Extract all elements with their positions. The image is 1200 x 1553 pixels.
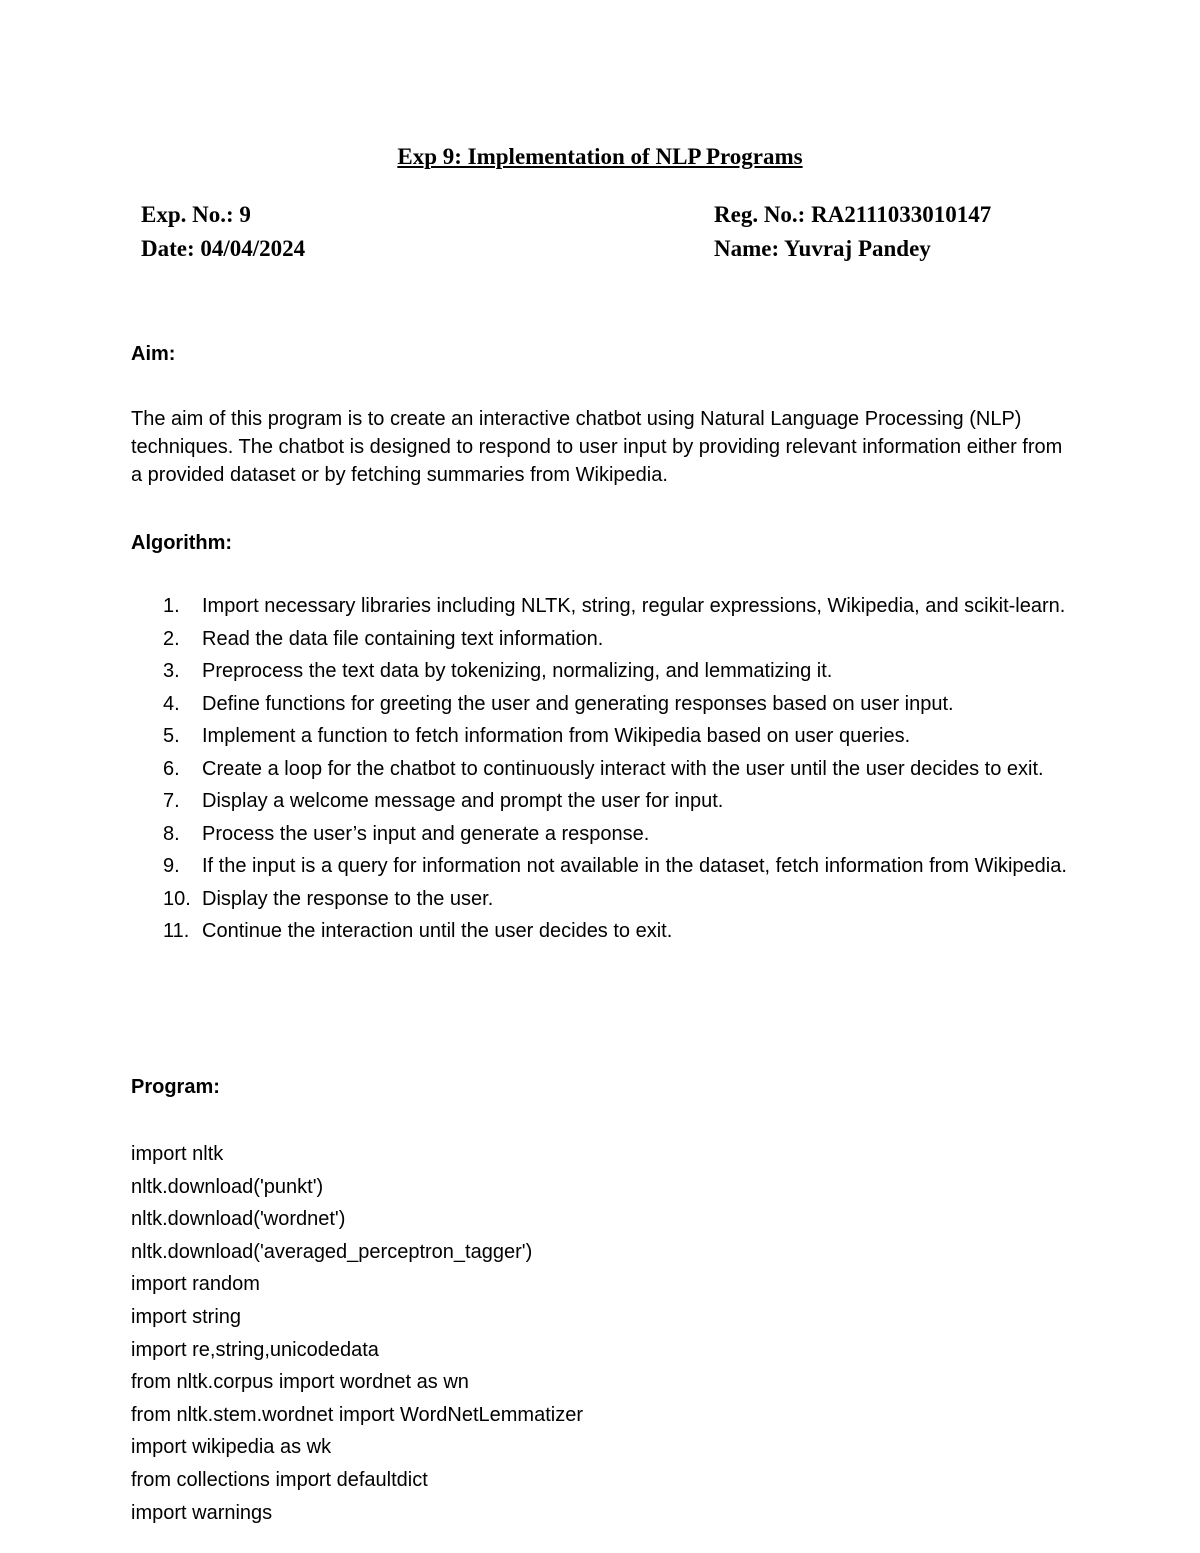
step-text: If the input is a query for information not available in the dataset, fetch information from Wikipedia. [202,855,1067,877]
code-line: import wikipedia as wk [131,1436,332,1459]
algorithm-step [131,690,1071,718]
aim-heading: Aim: [131,343,176,365]
code-line: import string [131,1305,242,1328]
aim-text: The aim of this program is to create an interactive chatbot using Natural Language Processing (NLP) techniques. The chatbot is designed to respond to user input by providing relevant information either from a provided dataset or by fetching summaries from Wikipedia. [131,408,1063,486]
algorithm-steps [131,592,1071,950]
algorithm-step [131,722,1071,750]
program-code [131,1138,583,1529]
step-number: 11. [163,920,190,942]
algorithm-step [131,917,1071,945]
step-text: Implement a function to fetch information from Wikipedia based on user queries. [202,725,911,747]
step-number: 1. [163,595,180,617]
step-text: Display the response to the user. [202,887,494,910]
algorithm-step [131,755,1071,783]
code-line: nltk.download('punkt') [131,1175,324,1198]
step-number: 5. [163,725,180,747]
exp-number: Exp. No.: 9 [141,202,251,227]
step-number: 6. [163,757,180,780]
student-name: Name: Yuvraj Pandey [714,236,931,261]
algorithm-heading: Algorithm: [131,532,233,554]
step-text: Display a welcome message and prompt the user for input. [202,790,724,812]
date: Date: 04/04/2024 [141,236,306,261]
algorithm-step [131,820,1071,848]
step-number: 7. [163,790,180,812]
step-number: 9. [163,855,180,877]
step-text: Define functions for greeting the user and generating responses based on user input. [202,692,954,715]
algorithm-step [131,885,1071,913]
meta-left [141,201,305,269]
step-text: Import necessary libraries including NLTK, string, regular expressions, Wikipedia, and scikit-learn. [202,595,1066,617]
algorithm-step [131,787,1071,815]
code-line: nltk.download('averaged_perceptron_tagger') [131,1240,533,1263]
page-title: Exp 9: Implementation of NLP Programs [397,144,803,169]
step-text: Preprocess the text data by tokenizing, normalizing, and lemmatizing it. [202,660,833,682]
step-text: Read the data file containing text information. [202,627,604,650]
program-heading: Program: [131,1076,220,1098]
meta-right [714,201,991,269]
code-line: import re,string,unicodedata [131,1338,379,1361]
code-line: import random [131,1273,260,1296]
code-line: from nltk.corpus import wordnet as wn [131,1371,469,1394]
algorithm-step [131,625,1071,653]
step-text: Create a loop for the chatbot to continuously interact with the user until the user decides to exit. [202,757,1044,780]
code-line: from nltk.stem.wordnet import WordNetLemmatizer [131,1403,583,1426]
algorithm-step [131,592,1071,620]
step-number: 8. [163,822,180,845]
step-number: 2. [163,627,180,650]
step-text: Process the user’s input and generate a response. [202,822,650,845]
code-line: nltk.download('wordnet') [131,1208,346,1231]
step-number: 3. [163,660,180,682]
algorithm-step [131,852,1071,880]
step-number: 10. [163,887,191,910]
algorithm-step [131,657,1071,685]
code-line: import nltk [131,1143,224,1165]
reg-number: Reg. No.: RA2111033010147 [714,202,992,227]
code-line: from collections import defaultdict [131,1468,428,1491]
step-number: 4. [163,692,180,715]
step-text: Continue the interaction until the user decides to exit. [202,920,673,942]
code-line: import warnings [131,1501,273,1524]
